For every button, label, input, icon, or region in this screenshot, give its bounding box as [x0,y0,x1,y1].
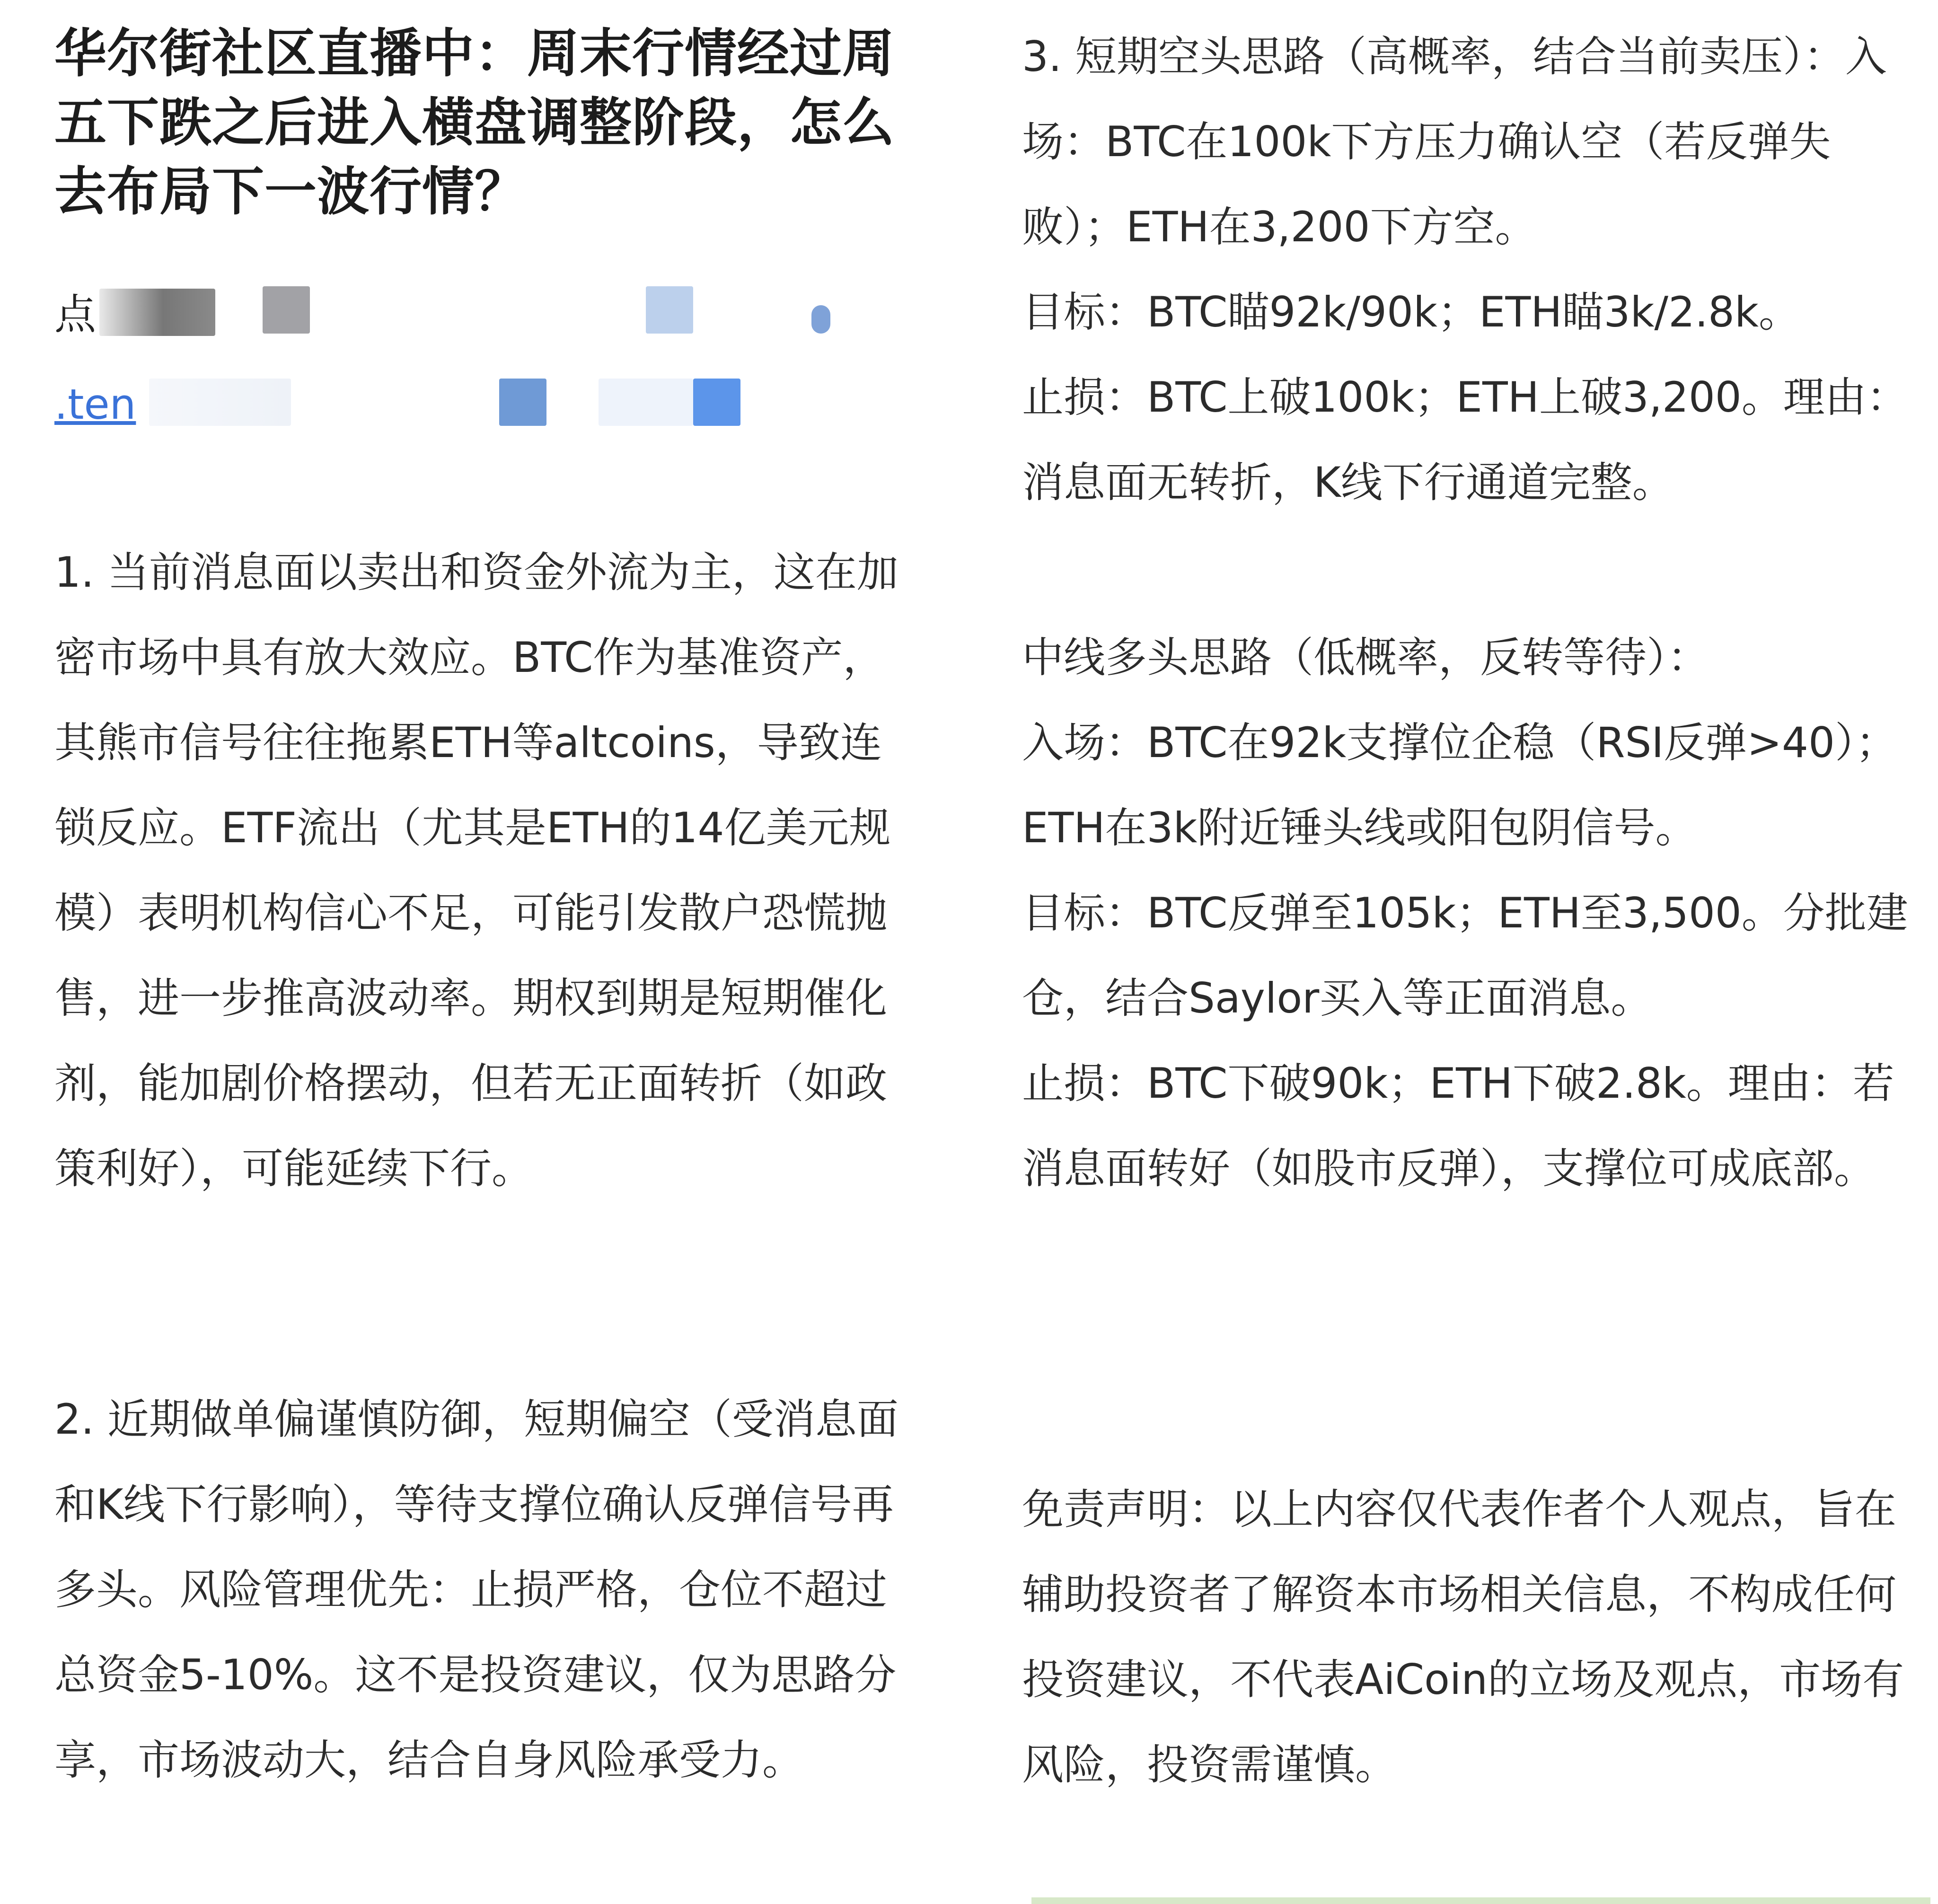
paragraph-disclaimer: 免责声明：以上内容仅代表作者个人观点，旨在辅助投资者了解资本市场相关信息，不构成任何投资建议，不代表AiCoin的立场及观点，市场有风险，投资需谨慎。 [1022,1485,1904,1789]
redacted-block [646,286,693,334]
author-prefix: 点 [54,290,97,339]
redacted-block [811,305,830,334]
redacted-block [99,289,215,336]
paragraph-short-strategy: 3. 短期空头思路（高概率，结合当前卖压）：入场：BTC在100k下方压力确认空（若反弹失败）；ETH在3,200下方空。 目标：BTC瞄92k/90k；ETH瞄3k/2.8k。 止损：BTC上破100k；ETH上破3,200。理由：消息面无转折，K线下行通道完整。 [1022,32,1908,507]
article-title: 华尔街社区直播中：周末行情经过周五下跌之后进入横盘调整阶段，怎么去布局下一波行情？ [54,23,895,222]
redacted-block [693,379,740,426]
paragraph-long-strategy: 中线多头思路（低概率，反转等待）： 入场：BTC在92k支撑位企稳（RSI反弹>40）；ETH在3k附近锤头线或阳包阴信号。 目标：BTC反弹至105k；ETH至3,500。分批建仓，结合Saylor买入等正面消息。 止损：BTC下破90k；ETH下破2.8k。理由：若消息面转好（如股市反弹），支撑位可成底部。 [1022,633,1908,1193]
bottom-edge-bar [1031,1897,1930,1904]
paragraph-trading-advice: 2. 近期做单偏谨慎防御，短期偏空（受消息面和K线下行影响），等待支撑位确认反弹信号再多头。风险管理优先：止损严格，仓位不超过总资金5-10%。这不是投资建议，仅为思路分享，市场波动大，结合自身风险承受力。 [54,1395,899,1784]
redacted-block [599,379,693,426]
paragraph-news-analysis: 1. 当前消息面以卖出和资金外流为主，这在加密市场中具有放大效应。BTC作为基准资产，其熊市信号往往拖累ETH等altcoins，导致连锁反应。ETF流出（尤其是ETH的14亿美元规模）表明机构信心不足，可能引发散户恐慌抛售，进一步推高波动率。期权到期是短期催化剂，能加剧价格摆动，但若无正面转折（如政策利好），可能延续下行。 [54,548,899,1193]
author-line [54,279,811,339]
redacted-block [149,379,291,426]
source-link-line[interactable] [54,374,811,431]
redacted-block [263,286,310,334]
redacted-block [499,379,546,426]
source-link[interactable]: .ten [54,380,136,429]
